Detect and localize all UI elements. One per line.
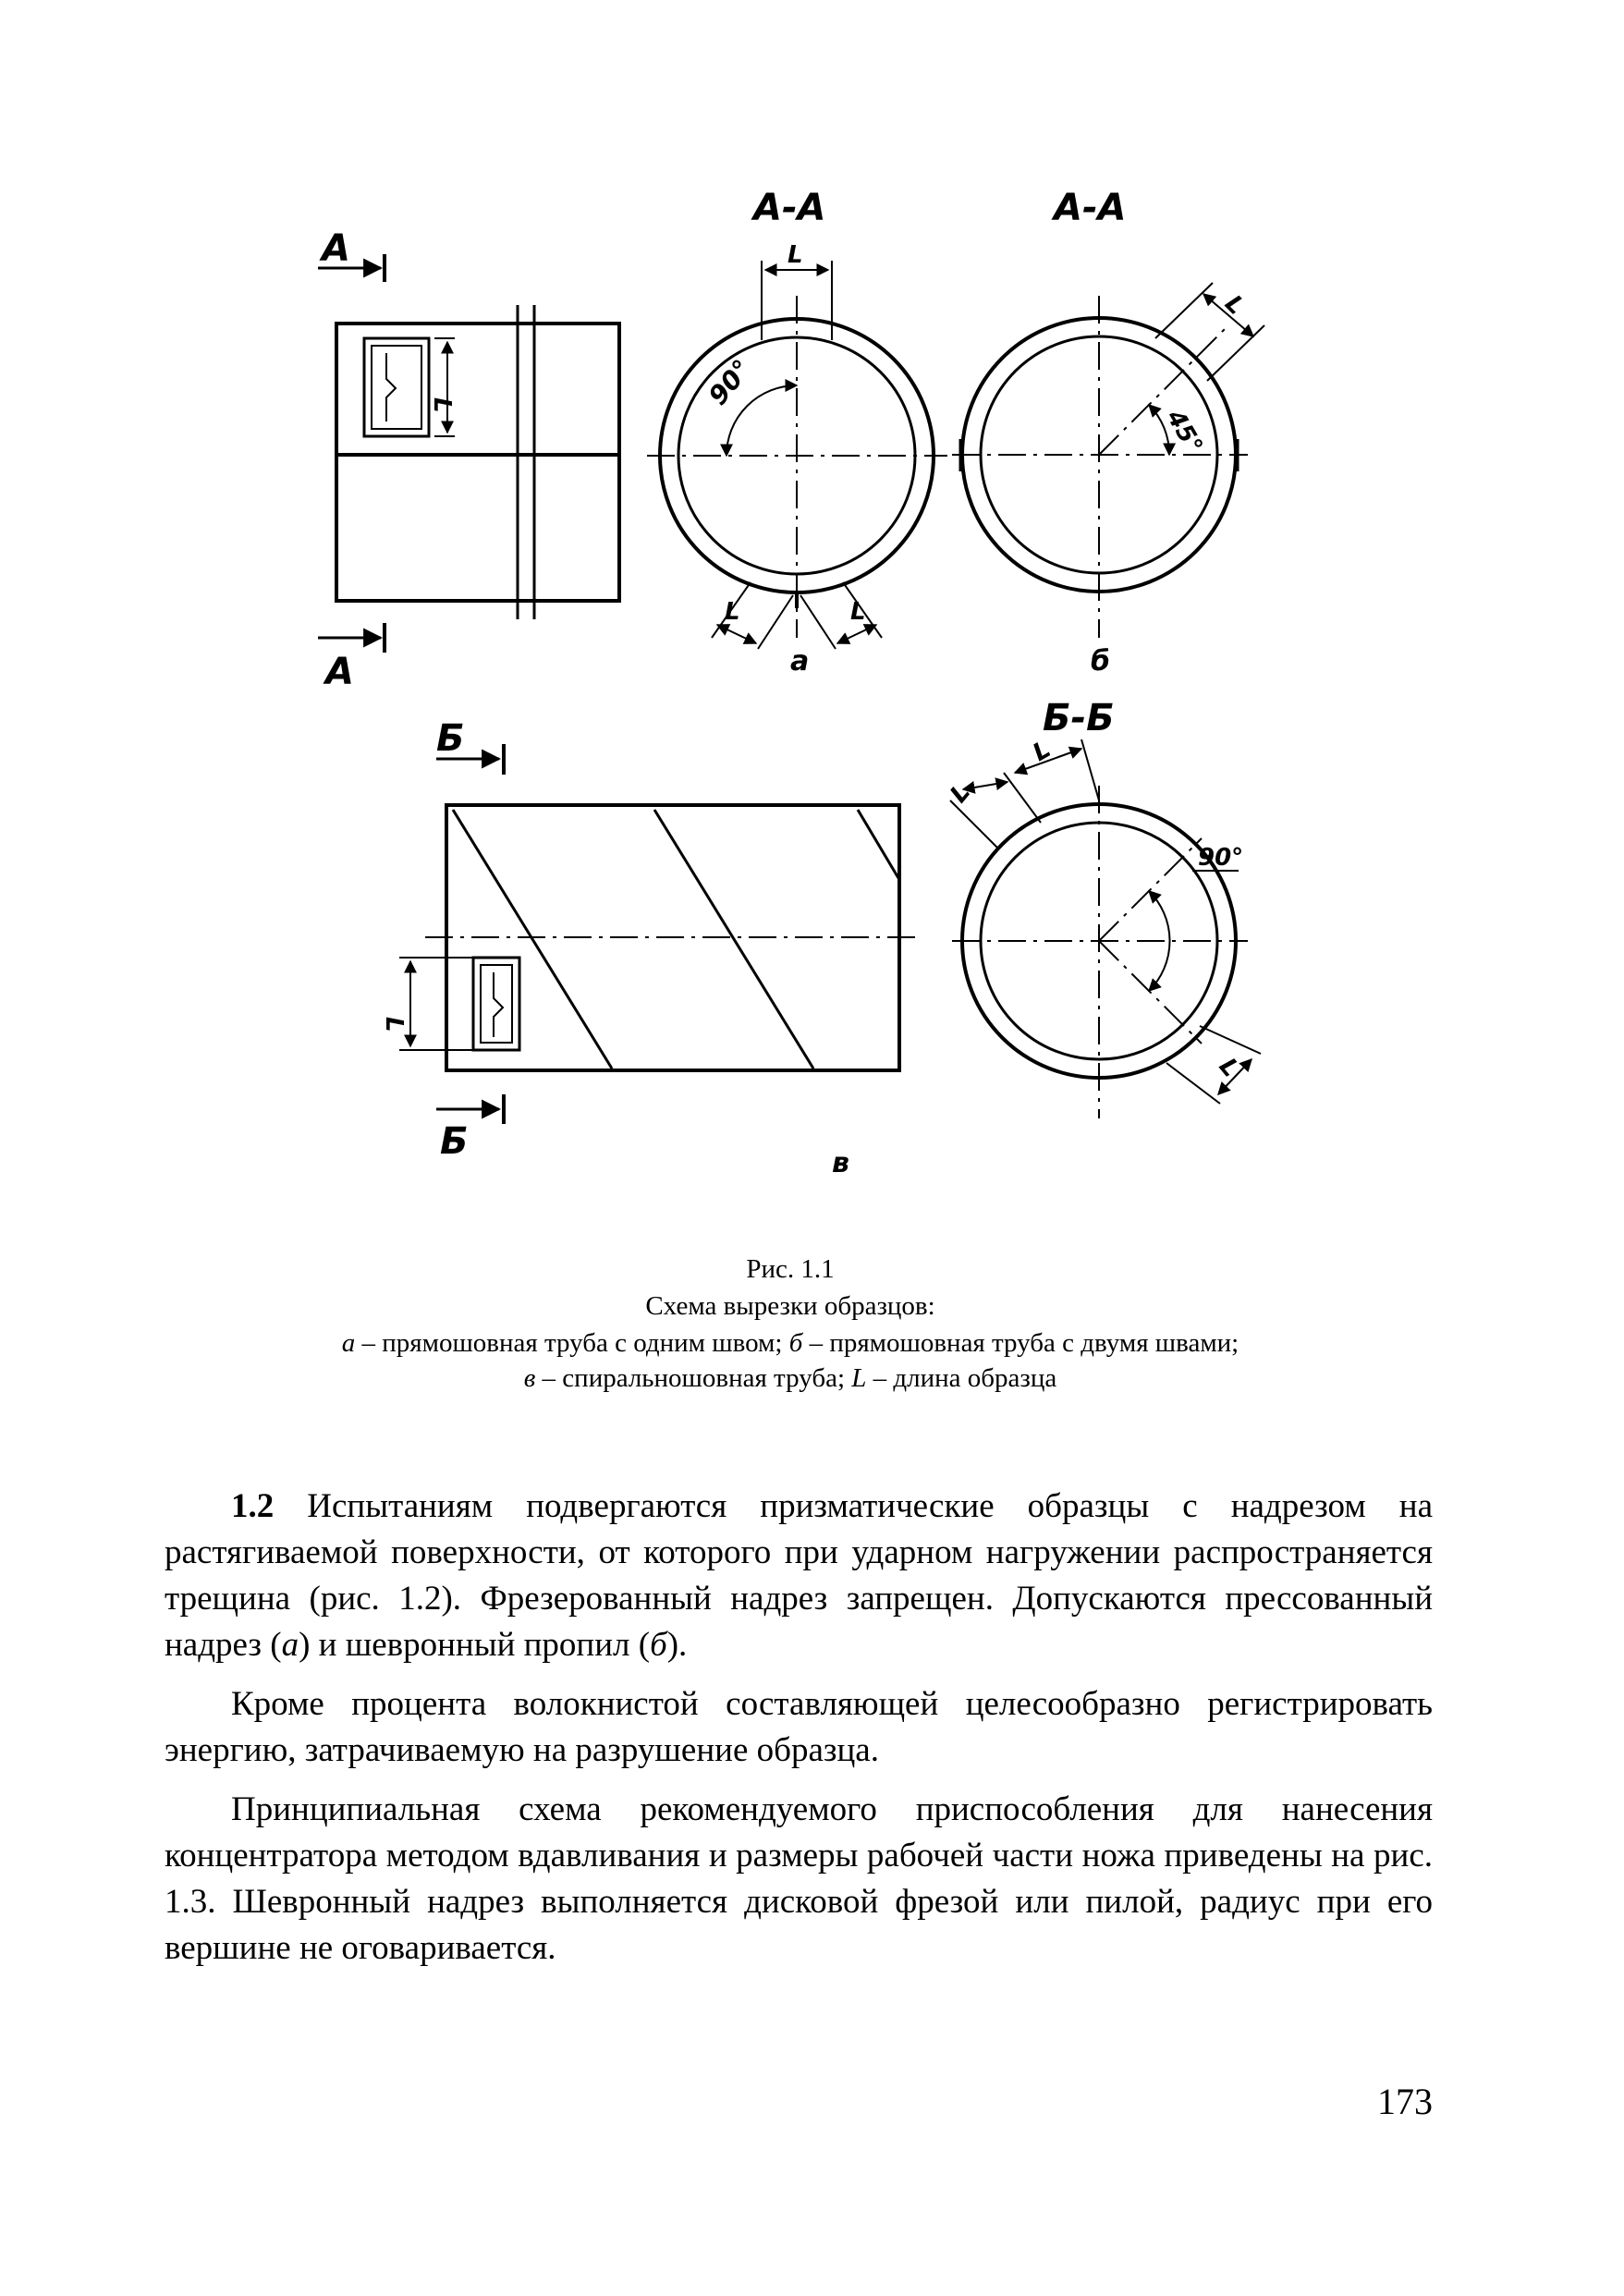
subfig-label-b: б xyxy=(1091,645,1110,678)
paragraph-1-text-a: Испытаниям подвергаются призматические образцы с надрезом на растягиваемой поверхности, от которого при ударном нагружении распространяется трещина (рис. 1.2). Фрезерованный надрез запрещен. Допускаются прессованный надрез ( xyxy=(165,1487,1433,1664)
legend-key-c: в xyxy=(523,1363,536,1393)
section-number: 1.2 xyxy=(231,1487,275,1525)
legend-key-a: а xyxy=(341,1328,356,1358)
section-title-aa-right: А-А xyxy=(1054,187,1127,229)
paragraph-1-ref-a: а xyxy=(281,1626,299,1664)
dim-label-a-top: L xyxy=(788,241,803,269)
paragraph-3: Принципиальная схема рекомендуемого приспособления для нанесения концентратора методом вдавливания и размеры рабочей части ножа приведены на рис. 1.3. Шевронный надрез выполняется дисковой фрезой или пилой, радиус при его вершине не оговаривается. xyxy=(165,1790,1433,1967)
angle-label-c: 90° xyxy=(1198,844,1244,872)
cross-section-c xyxy=(950,739,1261,1118)
paragraph-1 xyxy=(165,1484,1433,1668)
paragraph-1-text-b: ) и шевронный пропил ( xyxy=(299,1626,651,1664)
figure-number: Рис. 1.1 xyxy=(746,1254,835,1284)
subfig-label-a: а xyxy=(790,645,810,678)
dim-label-c-br: L xyxy=(1213,1053,1245,1083)
legend-text-a: – прямошовная труба с одним швом; xyxy=(355,1328,789,1358)
legend-text-l: – длина образца xyxy=(866,1363,1057,1393)
legend-text-c: – спиральношовная труба; xyxy=(535,1363,852,1393)
paragraph-1-text-c: ). xyxy=(666,1626,688,1664)
figure-legend-line2 xyxy=(185,1361,1396,1396)
dim-label-a-bl: L xyxy=(725,598,740,626)
paragraph-2: Кроме процента волокнистой составляющей целесообразно регистрировать энергию, затрачиваемую на разрушение образца. xyxy=(165,1685,1433,1769)
section-label-b-top: Б xyxy=(436,717,465,760)
section-label-a-bottom: А xyxy=(325,651,354,693)
dim-label-b: L xyxy=(1219,289,1250,321)
section-label-b-bottom: Б xyxy=(440,1120,469,1163)
dim-label-c-tl: L xyxy=(945,778,977,809)
legend-text-b: – прямошовная труба с двумя швами; xyxy=(802,1328,1239,1358)
angle-label-a: 90° xyxy=(702,353,758,411)
dim-label-a-side: L xyxy=(428,397,456,413)
figure-legend-line1 xyxy=(185,1325,1396,1361)
section-title-aa-left: А-А xyxy=(753,187,826,229)
cross-section-a xyxy=(647,261,947,649)
legend-key-b: б xyxy=(788,1328,803,1358)
page-number: 173 xyxy=(1377,2081,1433,2122)
dim-label-a-br: L xyxy=(850,598,866,626)
pipe-side-view-c xyxy=(399,744,922,1124)
pipe-side-view-a xyxy=(318,254,619,653)
dim-label-c-tr: L xyxy=(1028,735,1056,768)
paragraph-1-ref-b: б xyxy=(650,1626,667,1664)
subfig-label-c: в xyxy=(832,1147,849,1179)
section-label-a-top: А xyxy=(322,227,350,270)
angle-label-b: 45° xyxy=(1160,405,1208,459)
cross-section-b xyxy=(952,283,1264,638)
body-text xyxy=(165,1484,1433,1985)
dim-label-c-side: L xyxy=(380,1017,408,1032)
figure-title: Схема вырезки образцов: xyxy=(645,1291,935,1321)
section-title-bb: Б-Б xyxy=(1043,697,1115,739)
legend-key-l: L xyxy=(851,1363,867,1393)
